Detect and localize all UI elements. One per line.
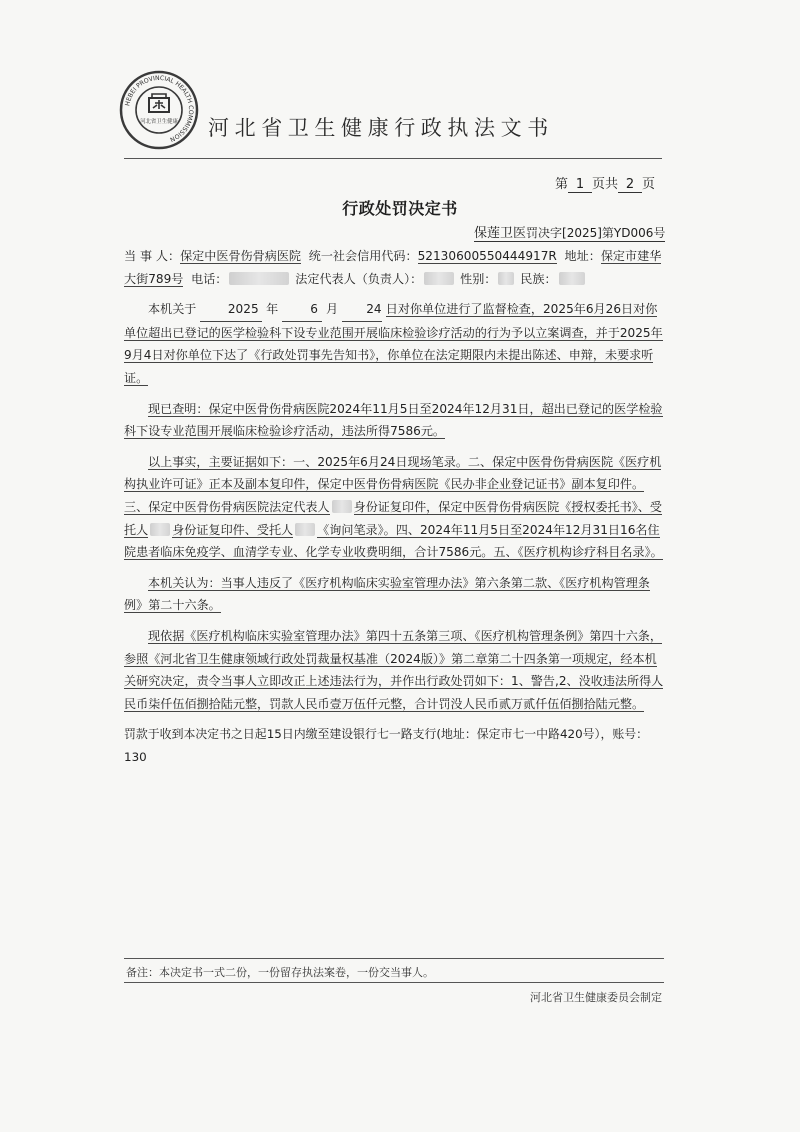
- remark-note: 备注：本决定书一式二份，一份留存执法案卷，一份交当事人。: [126, 966, 434, 979]
- address-part1: 保定市建华大街: [124, 249, 662, 286]
- phone-label: 电话：: [191, 271, 228, 286]
- party-name: 保定中医骨伤骨病医院: [180, 249, 302, 263]
- page-prefix: 第: [555, 177, 569, 192]
- emblem-seal-icon: [119, 70, 199, 150]
- p1-year: 2025: [200, 298, 262, 322]
- credit-label: 统一社会信用代码：: [308, 249, 418, 263]
- paragraph-inspection: [124, 298, 664, 389]
- p1-lead: 本机关于: [148, 302, 197, 317]
- doc-number-rest: 罚决字[2025]第YD006号: [526, 226, 666, 240]
- redacted-trustee-1: [150, 523, 170, 536]
- address-label: 地址：: [564, 249, 601, 263]
- page-middle: 页共: [592, 177, 619, 192]
- paragraph-violation: [124, 572, 664, 617]
- p5-text: 现依据《医疗机构临床实验室管理办法》第四十五条第三项、《医疗机构管理条例》第四十六条，参照《河北省卫生健康领域行政处罚裁量权基准（2024版）》第二章第二十四条第一项规定，经本机关研究决定，责令当事人立即改正上述违法行为，并作出行政处罚如下：1、警告,2、没收违法所得人民币柒仟伍佰捌拾陆元整，罚款人民币壹万伍仟元整，合计罚没人民币贰万贰仟伍佰捌拾陆元整。: [124, 628, 664, 711]
- rep-label: 法定代表人（负责人）：: [295, 271, 423, 286]
- address-part2: 789号: [148, 271, 184, 286]
- ethnicity-label: 民族：: [520, 271, 557, 286]
- page-suffix: 页: [642, 177, 656, 192]
- p6-text: 罚款于收到本决定书之日起15日内缴至建设银行七一路支行(地址：保定市七一中路420号），账号：130: [124, 727, 649, 764]
- redacted-ethnicity: [559, 272, 585, 285]
- footer-issuer: 河北省卫生健康委员会制定: [530, 991, 662, 1004]
- paragraph-findings: [124, 398, 664, 443]
- document-body: [124, 245, 664, 776]
- page-indicator: [555, 173, 655, 193]
- paragraph-payment: [124, 723, 664, 768]
- total-pages: 2: [618, 177, 642, 193]
- p2-text: 现已查明：保定中医骨伤骨病医院2024年11月5日至2024年12月31日，超出已登记的医学检验科下设专业范围开展临床检验诊疗活动，违法所得7586元。: [124, 401, 663, 439]
- seal-outer-text: HEBEI PROVINCIAL HEALTH COMMISSION: [124, 74, 195, 143]
- p1-day: 24: [342, 298, 382, 322]
- redacted-gender: [498, 272, 514, 285]
- redacted-legal-rep: [332, 500, 352, 513]
- document-title: 行政处罚决定书: [342, 199, 458, 218]
- p3-part4: 《询问笔录》。四、2024年11月5日至2024年12月31日16名住院患者临床免疫学、血清学专业、化学专业收费明细，合计7586元。五、《医疗机构诊疗科目名录》。: [124, 522, 663, 560]
- p3-part3: 身份证复印件、受托人: [172, 522, 294, 537]
- current-page: 1: [568, 177, 592, 193]
- paragraph-evidence: [124, 451, 664, 564]
- paragraph-decision: [124, 625, 664, 715]
- agency-title: 河北省卫生健康行政执法文书: [208, 116, 554, 140]
- redacted-trustee-2: [295, 523, 315, 536]
- doc-number-agency: 保莲卫医: [474, 226, 527, 241]
- p1-month: 6: [282, 298, 322, 322]
- header-divider: [124, 158, 662, 159]
- note-divider-bottom: [124, 982, 664, 983]
- p3-part1: 以上事实，主要证据如下：一、2025年6月24日现场笔录。二、保定中医骨伤骨病医院《医疗机构执业许可证》正本及副本复印件，保定中医骨伤骨病医院《民办非企业登记证书》副本复印件。三、保定中医骨伤骨病医院法定代表人: [124, 454, 662, 514]
- redacted-phone: [229, 272, 289, 285]
- p1-month-unit: 月: [325, 302, 339, 317]
- p1-year-unit: 年: [266, 302, 279, 317]
- party-info: [124, 245, 664, 290]
- p3-part2: 身份证复印件，保定中医骨伤骨病医院《授权委托书》、受托人: [124, 499, 662, 537]
- document-number: [474, 222, 665, 242]
- seal-inner-text: 河北省卫生健康: [140, 119, 178, 125]
- note-divider-top: [124, 958, 664, 959]
- p1-text: 日对你单位进行了监督检查，2025年6月26日对你单位超出已登记的医学检验科下设专业范围开展临床检验诊疗活动的行为予以立案调查，并于2025年9月4日对你单位下达了《行政处罚事先告知书》，你单位在法定期限内未提出陈述、申辩，未要求听证。: [124, 302, 663, 385]
- gender-label: 性别：: [460, 271, 497, 286]
- credit-code: 52130600550444917R: [417, 249, 557, 263]
- p4-text: 本机关认为：当事人违反了《医疗机构临床实验室管理办法》第六条第二款、《医疗机构管理条例》第二十六条。: [124, 575, 650, 613]
- redacted-rep-name: [424, 272, 454, 285]
- party-label: 当 事 人：: [124, 249, 181, 263]
